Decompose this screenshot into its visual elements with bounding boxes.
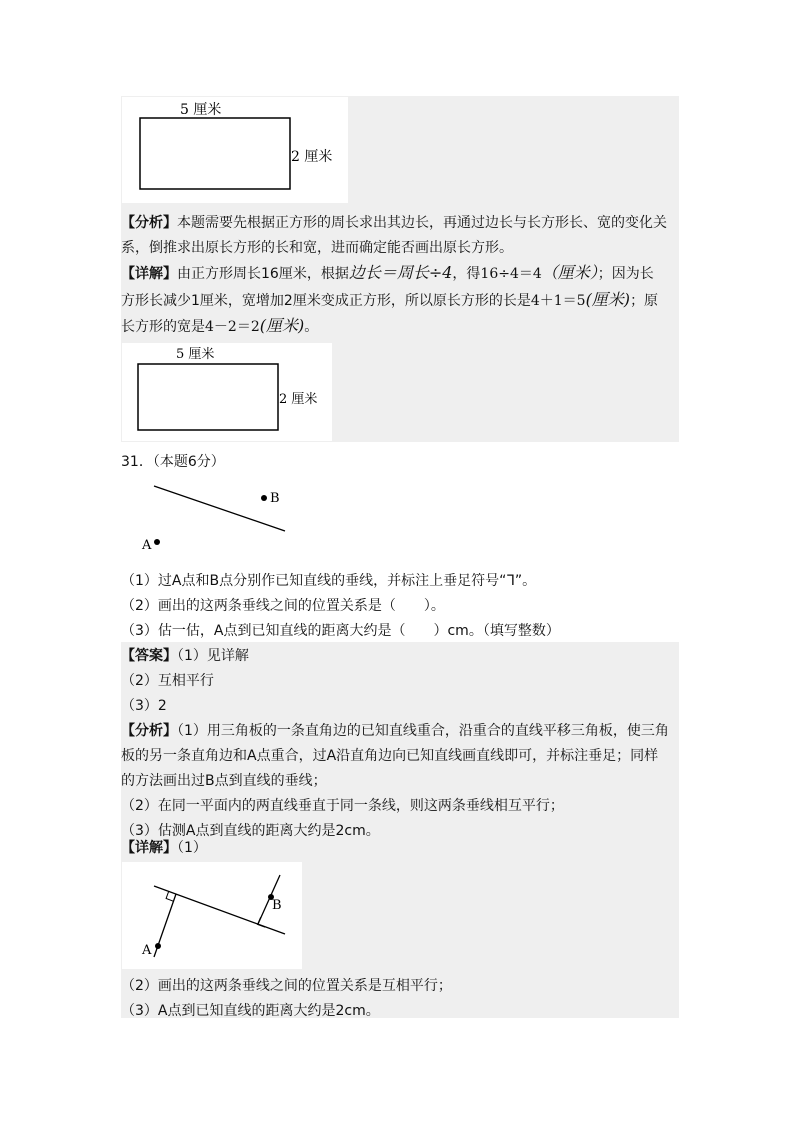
analysis-1-line-2: 系，倒推求出原长方形的长和宽，进而确定能否画出原长方形。: [121, 240, 513, 256]
point-a-label: A: [142, 943, 152, 958]
answer-line-3: （3）2: [121, 698, 167, 714]
rectangle-figure-2: [122, 343, 332, 441]
point-a: [155, 943, 161, 949]
analysis-2-line-3: 的方法画出过B点到直线的垂线；: [121, 773, 327, 789]
point-b-label: B: [272, 898, 282, 913]
rectangle-length-label: 5 厘米: [180, 102, 222, 118]
question-31-figure: [136, 478, 296, 558]
detail-2-line-2: （2）画出的这两条垂线之间的位置关系是互相平行；: [121, 978, 452, 994]
answer-line-2: （2）互相平行: [121, 673, 214, 689]
detail-tag: 【详解】: [121, 266, 177, 282]
detail-2-line-1: 【详解】（1）: [121, 840, 207, 856]
point-a-label: A: [142, 538, 152, 553]
question-31-sub-2: （2）画出的这两条垂线之间的位置关系是（ ）。: [121, 598, 445, 614]
given-line: [154, 486, 285, 531]
analysis-2-line-5: （3）估测A点到直线的距离大约是2cm。: [121, 823, 380, 839]
question-31-sub-3: （3）估一估，A点到已知直线的距离大约是（ ）cm。（填写整数）: [121, 623, 560, 639]
rectangle-figure-1: [122, 97, 348, 203]
detail-1-line-2: 方形长减少1厘米，宽增加2厘米变成正方形，所以原长方形的长是4＋1＝5(厘米)；原: [121, 290, 659, 309]
question-31-sub-1: （1）过A点和B点分别作已知直线的垂线，并标注上垂足符号“ᒣ”。: [121, 573, 537, 589]
rectangle-width-label: 2 厘米: [279, 392, 318, 407]
analysis-2-line-2: 板的另一条直角边和A点重合，过A沿直角边向已知直线画直线即可，并标注垂足；同样: [121, 748, 659, 764]
analysis-tag: 【分析】: [121, 215, 177, 231]
given-line: [154, 886, 285, 934]
analysis-tag: 【分析】: [121, 723, 177, 739]
detail-1-line-1: 【详解】由正方形周长16厘米，根据边长＝周长÷4，得16÷4＝4（厘米）；因为长: [121, 263, 654, 282]
rectangle-width-label: 2 厘米: [291, 149, 333, 165]
analysis-1-line-1: 【分析】本题需要先根据正方形的周长求出其边长，再通过边长与长方形长、宽的变化关: [121, 215, 667, 231]
detail-tag: 【详解】: [121, 840, 177, 856]
point-a: [154, 539, 160, 545]
point-b: [261, 495, 267, 501]
answer-tag: 【答案】: [121, 648, 177, 664]
answer-line-1: 【答案】（1）见详解: [121, 648, 249, 664]
perpendicular-solution-figure: [122, 862, 302, 969]
detail-1-line-3: 长方形的宽是4－2＝2(厘米)。: [121, 316, 319, 335]
question-31-header: 31．（本题6分）: [121, 454, 225, 470]
detail-2-line-3: （3）A点到已知直线的距离大约是2cm。: [121, 1003, 380, 1019]
analysis-2-line-1: 【分析】（1）用三角板的一条直角边的已知直线重合，沿重合的直线平移三角板，使三角: [121, 723, 669, 739]
analysis-2-line-4: （2）在同一平面内的两直线垂直于同一条线，则这两条垂线相互平行；: [121, 798, 564, 814]
rectangle-length-label: 5 厘米: [176, 347, 215, 362]
point-b-label: B: [270, 491, 280, 506]
